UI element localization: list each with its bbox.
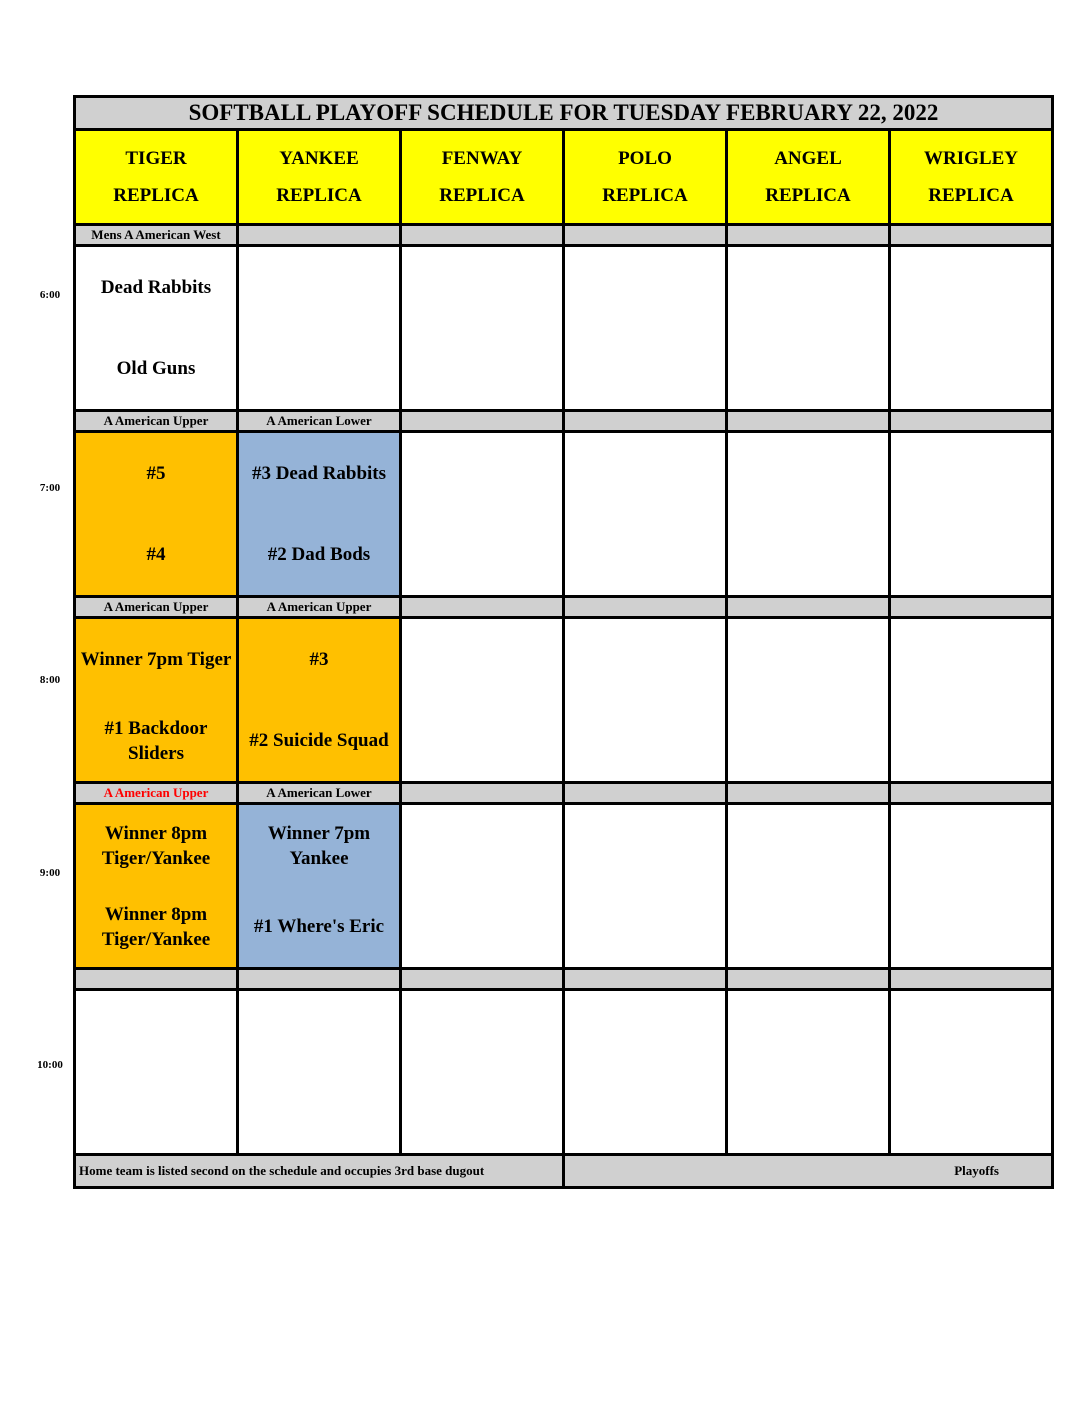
game-cell-empty [890,246,1053,411]
game-cell-empty [890,804,1053,969]
away-team: #5 [146,463,166,484]
game-cell-empty [401,432,564,597]
division-label [727,225,890,246]
game-cell-empty [890,990,1053,1155]
game-cell-empty [727,618,890,783]
game-cell-empty [564,246,727,411]
field-header-wrigley: WRIGLEY REPLICA [890,130,1053,225]
time-9pm: 9:00 [39,867,61,879]
game-cell-empty [401,246,564,411]
field-header-yankee: YANKEE REPLICA [238,130,401,225]
game-cell [238,618,401,783]
division-label [564,597,727,618]
division-label [401,225,564,246]
division-label: A American Lower [238,783,401,804]
division-label [401,597,564,618]
field-header-fenway: FENWAY REPLICA [401,130,564,225]
home-team: Winner 8pm Tiger/Yankee [101,903,211,950]
game-cell-empty [401,990,564,1155]
time-10pm: 10:00 [37,1059,63,1071]
division-label [890,597,1053,618]
away-team: #3 Dead Rabbits [251,463,387,484]
division-label [238,969,401,990]
division-label [727,411,890,432]
division-label: A American Lower [238,411,401,432]
division-label [564,969,727,990]
division-label [727,783,890,804]
division-label [890,411,1053,432]
game-cell-empty [890,432,1053,597]
game-cell [75,618,238,783]
away-team: Winner 7pm Yankee [267,822,371,869]
footer-playoffs: Playoffs [564,1155,1053,1188]
division-label [564,783,727,804]
division-label: A American Upper [75,411,238,432]
division-label: Mens A American West [75,225,238,246]
division-label [401,969,564,990]
game-cell-empty [564,618,727,783]
game-cell [75,432,238,597]
division-label [890,783,1053,804]
game-cell-empty [727,432,890,597]
game-cell-empty [238,246,401,411]
game-cell-empty [75,990,238,1155]
game-cell-empty [727,804,890,969]
field-header-polo: POLO REPLICA [564,130,727,225]
division-label [401,783,564,804]
time-8pm: 8:00 [39,674,61,686]
division-label: A American Upper [75,783,238,804]
home-team: Old Guns [116,358,196,379]
time-6pm: 6:00 [39,289,61,301]
division-label [890,225,1053,246]
away-team: Winner 8pm Tiger/Yankee [101,822,211,869]
home-team: #2 Dad Bods [267,544,371,565]
schedule-title: SOFTBALL PLAYOFF SCHEDULE FOR TUESDAY FEBRUARY 22, 2022 [75,97,1053,130]
game-cell-empty [401,618,564,783]
game-cell-empty [564,432,727,597]
game-cell [238,432,401,597]
game-cell-empty [564,990,727,1155]
time-7pm: 7:00 [39,482,61,494]
game-cell [75,804,238,969]
division-label [564,411,727,432]
game-cell [238,804,401,969]
game-cell-empty [564,804,727,969]
game-cell-empty [401,804,564,969]
division-label [238,225,401,246]
game-cell-empty [238,990,401,1155]
division-label [890,969,1053,990]
division-label [564,225,727,246]
home-team: #4 [146,544,166,565]
game-cell-empty [890,618,1053,783]
division-label: A American Upper [238,597,401,618]
schedule-table [73,95,1054,1189]
away-team: #3 [309,649,329,670]
division-label [401,411,564,432]
game-cell [75,246,238,411]
field-header-tiger: TIGER REPLICA [75,130,238,225]
away-team: Dead Rabbits [100,277,212,298]
footer-note: Home team is listed second on the schedule and occupies 3rd base dugout [75,1155,564,1188]
home-team: #1 Where's Eric [253,916,385,937]
home-team: #2 Suicide Squad [249,730,389,751]
away-team: Winner 7pm Tiger [80,649,232,670]
division-label [727,597,890,618]
division-label [75,969,238,990]
home-team: #1 Backdoor Sliders [104,717,208,764]
field-header-angel: ANGEL REPLICA [727,130,890,225]
game-cell-empty [727,990,890,1155]
division-label: A American Upper [75,597,238,618]
division-label [727,969,890,990]
game-cell-empty [727,246,890,411]
